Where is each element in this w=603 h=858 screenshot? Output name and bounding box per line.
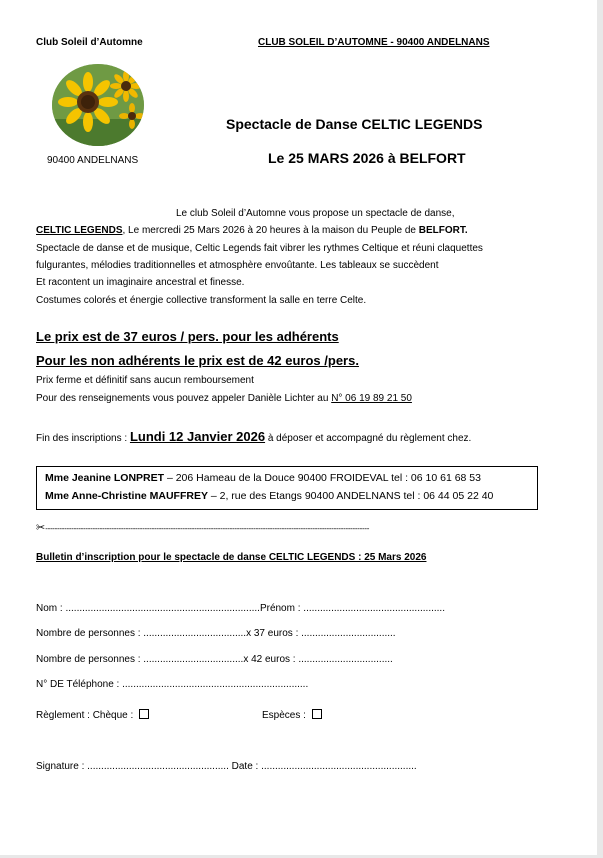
name-row <box>36 603 445 614</box>
price-members: Le prix est de 37 euros / pers. pour les adhérents <box>36 329 339 344</box>
cheque-checkbox[interactable] <box>139 709 149 719</box>
persons-37-row <box>36 628 396 639</box>
phone-label: N° DE Téléphone : <box>36 679 123 690</box>
contact-phone: 06 10 61 68 53 <box>410 472 481 484</box>
cut-dashes: ----------------------------------------------------------------------------------------------------------------------------------------- <box>45 524 370 533</box>
phone-row <box>36 679 308 690</box>
payment-row <box>36 709 149 721</box>
contact-address: – 206 Hameau de la Douce 90400 FROIDEVAL tel : <box>164 472 411 484</box>
phone-field[interactable]: ................................................................... <box>122 679 309 690</box>
sunflower-logo <box>52 64 144 146</box>
persons-42-row <box>36 654 393 665</box>
intro-city: BELFORT. <box>418 225 468 236</box>
cash-row <box>262 709 322 721</box>
intro-line-2 <box>36 225 468 236</box>
intro-line-6: Costumes colorés et énergie collective transforment la salle en terre Celte. <box>36 295 367 306</box>
price-non-members: Pour les non adhérents le prix est de 42 euros /pers. <box>36 353 359 368</box>
contact-name: Mme Anne-Christine MAUFFREY <box>45 490 208 502</box>
signature-label: Signature : <box>36 761 88 772</box>
event-title: Spectacle de Danse CELTIC LEGENDS <box>226 116 483 132</box>
date-field[interactable]: ........................................................ <box>261 761 417 772</box>
scissors-icon: ✂ <box>36 522 46 534</box>
persons-label: Nombre de personnes : <box>36 628 144 639</box>
club-name: Club Soleil d’Automne <box>36 37 143 48</box>
intro-show-name: CELTIC LEGENDS <box>36 225 123 236</box>
name-label: Nom : <box>36 603 66 614</box>
deadline-line <box>36 429 471 444</box>
contacts-box <box>36 466 538 510</box>
club-postcode-city: 90400 ANDELNANS <box>47 155 139 166</box>
intro-line-2-text: , Le mercredi 25 Mars 2026 à 20 heures à la maison du Peuple de <box>122 225 419 236</box>
name-field[interactable]: ...................................................................... <box>65 603 260 614</box>
contact-name: Mme Jeanine LONPRET <box>45 472 165 484</box>
contact-row <box>45 472 481 484</box>
contact-row <box>45 490 493 502</box>
signature-field[interactable]: ................................................... <box>87 761 229 772</box>
total-37-field[interactable]: .................................. <box>301 628 396 639</box>
event-date: Le 25 MARS 2026 à BELFORT <box>268 150 466 166</box>
page-edge-right <box>597 0 603 858</box>
intro-line-4: fulgurantes, mélodies traditionnelles et atmosphère envoûtante. Les tableaux se succèdent <box>36 260 439 271</box>
persons-label: Nombre de personnes : <box>36 654 144 665</box>
contact-phone: 06 44 05 22 40 <box>423 490 494 502</box>
intro-line-3: Spectacle de danse et de musique, Celtic Legends fait vibrer les rythmes Celtique et réuni claquettes <box>36 243 483 254</box>
payment-cash-label: Espèces : <box>262 710 309 721</box>
persons-42-field[interactable]: .................................... <box>143 654 244 665</box>
deadline-text: à déposer et accompagné du règlement chez. <box>265 433 472 444</box>
intro-line-1: Le club Soleil d’Automne vous propose un spectacle de danse, <box>176 208 455 219</box>
cut-line <box>36 521 369 534</box>
signature-row <box>36 761 417 772</box>
info-text: Pour des renseignements vous pouvez appeler Danièle Lichter au <box>36 393 332 404</box>
firstname-field[interactable]: ................................................... <box>303 603 445 614</box>
persons-37-field[interactable]: ..................................... <box>143 628 247 639</box>
contact-address: – 2, rue des Etangs 90400 ANDELNANS tel : <box>207 490 424 502</box>
deadline-label: Fin des inscriptions : <box>36 433 130 444</box>
payment-cheque-label: Règlement : Chèque : <box>36 710 137 721</box>
intro-line-5: Et racontent un imaginaire ancestral et finesse. <box>36 277 245 288</box>
info-phone: N° 06 19 89 21 50 <box>331 393 412 404</box>
date-label: Date : <box>228 761 262 772</box>
total-42-field[interactable]: .................................. <box>298 654 393 665</box>
form-title: Bulletin d’inscription pour le spectacle de danse CELTIC LEGENDS : 25 Mars 2026 <box>36 552 427 563</box>
club-header: CLUB SOLEIL D’AUTOMNE - 90400 ANDELNANS <box>258 37 490 48</box>
deadline-date: Lundi 12 Janvier 2026 <box>129 429 266 444</box>
info-line <box>36 393 412 404</box>
price-42-label: x 42 euros : <box>243 654 299 665</box>
firstname-label: Prénom : <box>259 603 304 614</box>
cash-checkbox[interactable] <box>312 709 322 719</box>
no-refund-note: Prix ferme et définitif sans aucun remboursement <box>36 375 254 386</box>
price-37-label: x 37 euros : <box>246 628 302 639</box>
